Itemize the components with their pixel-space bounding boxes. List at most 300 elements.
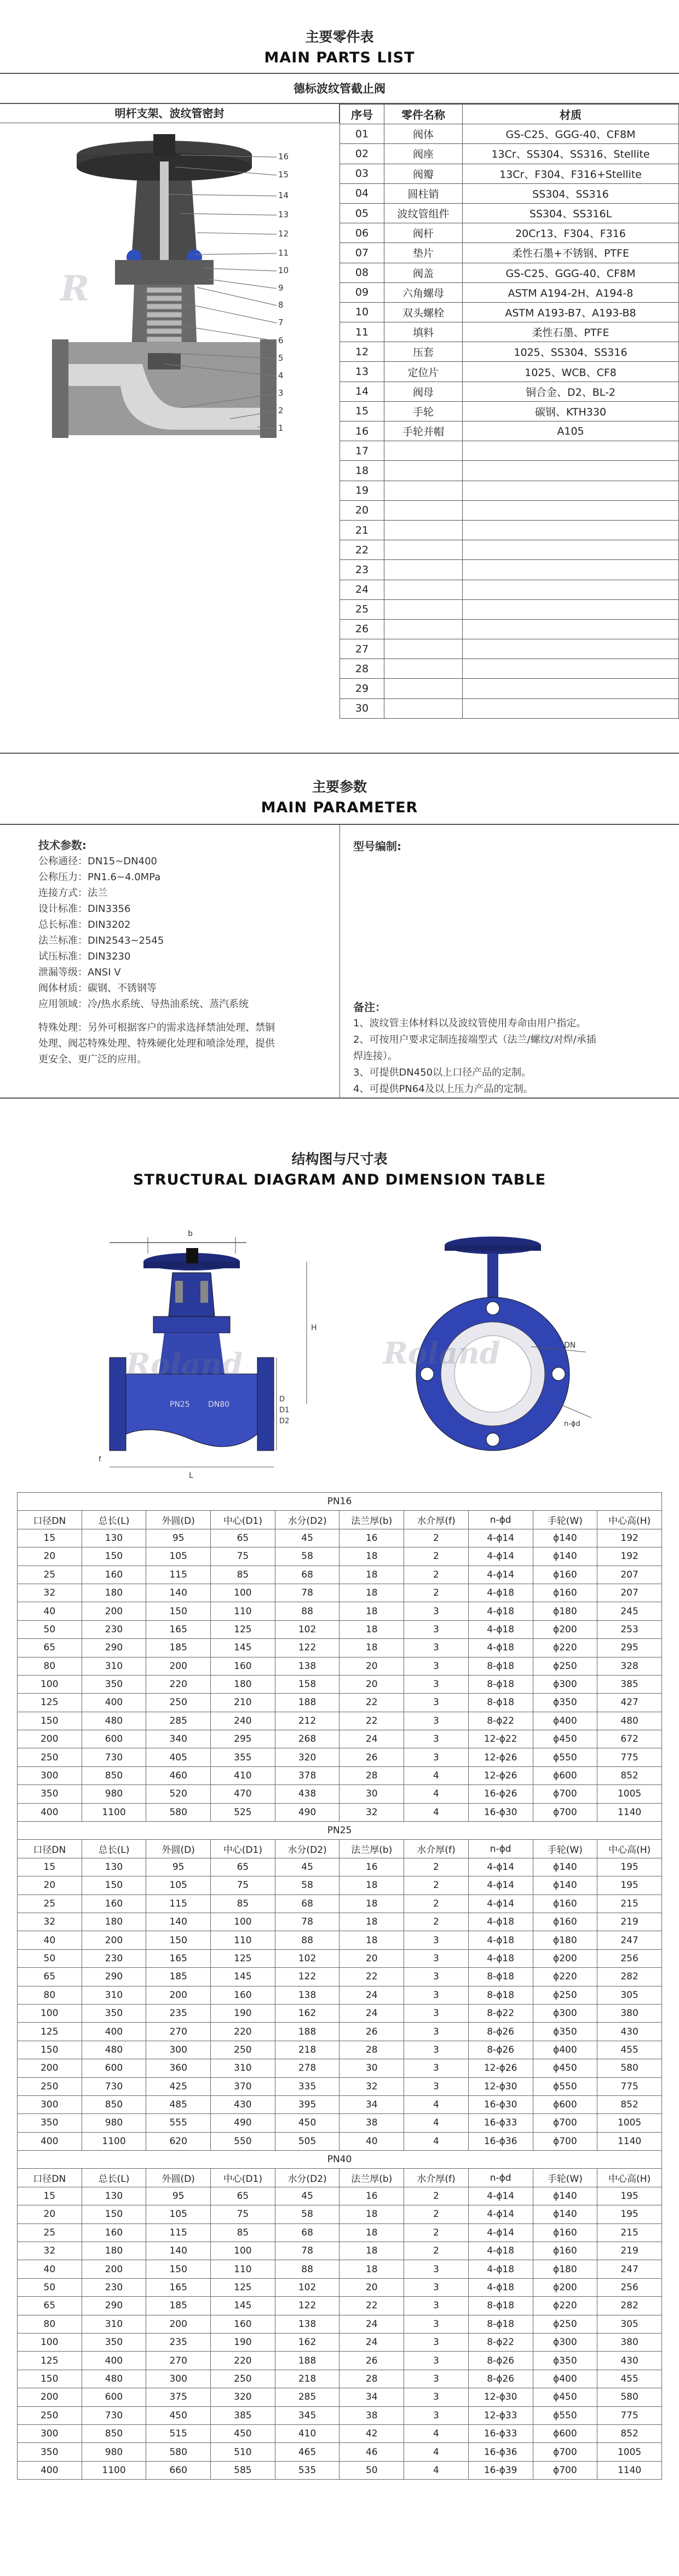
dim-cell: 190 — [211, 2333, 275, 2351]
dim-cell: 58 — [275, 1547, 340, 1566]
part-no: 12 — [340, 342, 384, 362]
dim-cell: 515 — [146, 2424, 211, 2442]
parts-row — [340, 698, 679, 718]
dim-cell: 3 — [404, 2370, 469, 2388]
dim-cell: 102 — [275, 1949, 340, 1967]
col-name-header: 零件名称 — [384, 105, 463, 124]
dim-cell: 480 — [82, 2041, 146, 2059]
dim-cell: 580 — [146, 1803, 211, 1821]
dim-cell: 26 — [340, 2023, 404, 2041]
dim-cell: 730 — [82, 2406, 146, 2424]
tech-line: 公称通径：DN15~DN400 — [38, 856, 157, 867]
dim-label: H — [311, 1324, 317, 1332]
dim-row — [18, 2461, 662, 2479]
dim-cell: 350 — [18, 1785, 82, 1803]
parts-section — [0, 0, 679, 766]
dim-cell: 20 — [18, 1876, 82, 1895]
part-material: 1025、SS304、SS316 — [463, 342, 679, 362]
parts-title-cn: 主要零件表 — [305, 29, 374, 45]
dim-cell: 105 — [146, 1876, 211, 1895]
dim-cell: 450 — [275, 2114, 340, 2132]
part-name: 阀母 — [384, 382, 463, 401]
dim-cell: 122 — [275, 1968, 340, 1986]
tech-params — [38, 838, 275, 1067]
part-no: 23 — [340, 560, 384, 580]
dim-cell: 345 — [275, 2406, 340, 2424]
dim-cell: 200 — [18, 1730, 82, 1748]
dim-cell: 335 — [275, 2077, 340, 2095]
dim-cell: 4-ϕ18 — [468, 2242, 533, 2260]
dim-cell: 580 — [597, 2059, 662, 2077]
part-name: 阀瓣 — [384, 164, 463, 183]
dim-cell: 145 — [211, 1639, 275, 1657]
dim-cell: ϕ700 — [533, 2461, 597, 2479]
dim-cell: 50 — [18, 1949, 82, 1967]
dim-cell: 219 — [597, 1913, 662, 1931]
dim-cell: 253 — [597, 1620, 662, 1638]
dim-cell: ϕ350 — [533, 2023, 597, 2041]
dim-cell: 4 — [404, 2132, 469, 2150]
dim-cell: ϕ350 — [533, 1694, 597, 1712]
callout-label: 7 — [278, 317, 284, 327]
dim-cell: 160 — [82, 1895, 146, 1913]
dim-cell: 30 — [340, 2059, 404, 2077]
dim-cell: 88 — [275, 1602, 340, 1620]
dim-cell: 4-ϕ14 — [468, 1895, 533, 1913]
dim-cell: 350 — [82, 2333, 146, 2351]
dim-cell: 400 — [18, 2132, 82, 2150]
dim-cell: 95 — [146, 1529, 211, 1547]
dim-cell: 45 — [275, 1858, 340, 1876]
col-material-header: 材质 — [463, 105, 679, 124]
dim-cell: 400 — [82, 2352, 146, 2370]
dim-cell: 215 — [597, 2223, 662, 2242]
dim-cell: 3 — [404, 2297, 469, 2315]
dim-cell: 125 — [18, 2352, 82, 2370]
dim-cell: 85 — [211, 1566, 275, 1584]
watermark-logo: R — [60, 268, 90, 309]
dim-row — [18, 1566, 662, 1584]
part-name: 六角螺母 — [384, 282, 463, 302]
dim-cell: ϕ450 — [533, 1730, 597, 1748]
dim-row — [18, 2004, 662, 2022]
part-name — [384, 520, 463, 540]
dim-cell: 26 — [340, 2352, 404, 2370]
part-material — [463, 560, 679, 580]
dim-header-cell: 总长(L) — [82, 2169, 146, 2187]
dim-cell: ϕ550 — [533, 1748, 597, 1766]
dim-row — [18, 1620, 662, 1638]
dim-cell: ϕ250 — [533, 1657, 597, 1675]
dim-cell: 20 — [18, 1547, 82, 1566]
dim-cell: 268 — [275, 1730, 340, 1748]
dim-cell: 32 — [340, 2077, 404, 2095]
dim-cell: 24 — [340, 1986, 404, 2004]
dim-cell: 2 — [404, 1876, 469, 1895]
part-name — [384, 580, 463, 599]
part-name: 阀体 — [384, 124, 463, 144]
part-no: 30 — [340, 698, 384, 718]
dim-row — [18, 1584, 662, 1602]
dim-cell: 310 — [82, 1657, 146, 1675]
dim-cell: 18 — [340, 1620, 404, 1638]
dim-header-cell: 外圆(D) — [146, 1511, 211, 1529]
dim-cell: 4 — [404, 1785, 469, 1803]
dim-cell: 8-ϕ26 — [468, 2041, 533, 2059]
dim-cell: ϕ140 — [533, 1547, 597, 1566]
dim-header-cell: 外圆(D) — [146, 1840, 211, 1858]
dim-cell: 4 — [404, 2095, 469, 2113]
notes — [353, 999, 596, 1098]
dim-cell: 4-ϕ14 — [468, 2187, 533, 2205]
dim-cell: 32 — [18, 2242, 82, 2260]
dim-header-cell: 手轮(W) — [533, 1840, 597, 1858]
dim-cell: ϕ220 — [533, 2297, 597, 2315]
dim-cell: 270 — [146, 2023, 211, 2041]
dim-cell: ϕ140 — [533, 1529, 597, 1547]
dim-cell: 40 — [18, 1931, 82, 1949]
dim-cell: 38 — [340, 2114, 404, 2132]
dim-cell: 16-ϕ33 — [468, 2424, 533, 2442]
dim-row — [18, 1785, 662, 1803]
part-name — [384, 659, 463, 679]
dim-cell: 20 — [340, 1949, 404, 1967]
dim-cell: 192 — [597, 1547, 662, 1566]
dim-row — [18, 1547, 662, 1566]
dim-header-cell: 中心(D1) — [211, 1511, 275, 1529]
dim-row — [18, 1858, 662, 1876]
dim-header-row — [18, 1840, 662, 1858]
dim-cell: 75 — [211, 1547, 275, 1566]
dim-row — [18, 2132, 662, 2150]
dim-cell: 18 — [340, 2205, 404, 2223]
parts-row — [340, 362, 679, 382]
dim-cell: 165 — [146, 2278, 211, 2296]
dim-cell: 4-ϕ18 — [468, 2260, 533, 2278]
dim-cell: ϕ160 — [533, 2223, 597, 2242]
dim-cell: 2 — [404, 1529, 469, 1547]
dim-cell: ϕ600 — [533, 1766, 597, 1784]
dim-cell: 4-ϕ18 — [468, 1602, 533, 1620]
dim-header-cell: 手轮(W) — [533, 1511, 597, 1529]
dim-cell: 450 — [146, 2406, 211, 2424]
parts-row — [340, 520, 679, 540]
dim-cell: 2 — [404, 2242, 469, 2260]
dim-cell: ϕ400 — [533, 2370, 597, 2388]
dim-cell: 555 — [146, 2114, 211, 2132]
dim-cell: 3 — [404, 1639, 469, 1657]
dim-row — [18, 2388, 662, 2406]
part-material: ASTM A193-B7、A193-B8 — [463, 302, 679, 322]
part-no: 28 — [340, 659, 384, 679]
dim-cell: 240 — [211, 1712, 275, 1730]
dim-cell: ϕ450 — [533, 2388, 597, 2406]
dim-header-cell: 口径DN — [18, 2169, 82, 2187]
parts-row — [340, 263, 679, 282]
dim-cell: 300 — [146, 2370, 211, 2388]
dim-cell: 8-ϕ18 — [468, 1986, 533, 2004]
dim-label: D — [279, 1395, 285, 1403]
dim-cell: 32 — [340, 1803, 404, 1821]
part-material — [463, 698, 679, 718]
dim-cell: 22 — [340, 1694, 404, 1712]
callout-label: 15 — [278, 170, 289, 180]
dim-row — [18, 2297, 662, 2315]
dim-cell: 130 — [82, 1858, 146, 1876]
dim-cell: 2 — [404, 1566, 469, 1584]
dim-cell: 185 — [146, 1968, 211, 1986]
dim-header-cell: 水介厚(f) — [404, 1511, 469, 1529]
dim-cell: 12-ϕ22 — [468, 1730, 533, 1748]
dim-cell: 16 — [340, 2187, 404, 2205]
notes-lines — [353, 1015, 596, 1098]
part-no: 29 — [340, 679, 384, 698]
part-material — [463, 481, 679, 500]
part-no: 09 — [340, 282, 384, 302]
parts-row — [340, 342, 679, 362]
dim-cell: 850 — [82, 2095, 146, 2113]
dim-cell: 245 — [597, 1602, 662, 1620]
parts-row — [340, 580, 679, 599]
dim-row — [18, 2205, 662, 2223]
dim-cell: 192 — [597, 1529, 662, 1547]
parts-row — [340, 500, 679, 520]
dim-row — [18, 2333, 662, 2351]
dim-cell: ϕ200 — [533, 1620, 597, 1638]
dim-cell: 775 — [597, 2406, 662, 2424]
dim-header-cell: 外圆(D) — [146, 2169, 211, 2187]
dim-header-cell: 法兰厚(b) — [340, 2169, 404, 2187]
dim-cell: 160 — [82, 1566, 146, 1584]
parts-row — [340, 223, 679, 243]
dim-cell: 3 — [404, 1712, 469, 1730]
dim-cell: 3 — [404, 2041, 469, 2059]
dim-cell: 65 — [18, 1968, 82, 1986]
dim-cell: 195 — [597, 2187, 662, 2205]
dim-cell: 3 — [404, 2260, 469, 2278]
divider — [0, 753, 679, 754]
part-no: 22 — [340, 540, 384, 560]
dim-cell: 3 — [404, 2004, 469, 2022]
dim-row — [18, 1949, 662, 1967]
part-name: 波纹管组件 — [384, 203, 463, 223]
dim-cell: 4 — [404, 2461, 469, 2479]
dim-cell: 278 — [275, 2059, 340, 2077]
part-no: 03 — [340, 164, 384, 183]
dim-cell: 180 — [82, 1913, 146, 1931]
dim-cell: 34 — [340, 2388, 404, 2406]
dim-cell: ϕ400 — [533, 1712, 597, 1730]
part-material — [463, 580, 679, 599]
callout-label: 10 — [278, 265, 289, 275]
dim-cell: 3 — [404, 1694, 469, 1712]
dim-cell: 115 — [146, 1566, 211, 1584]
parts-row — [340, 560, 679, 580]
dim-cell: 200 — [18, 2388, 82, 2406]
dim-cell: 378 — [275, 1766, 340, 1784]
dim-cell: 15 — [18, 2187, 82, 2205]
dim-cell: 18 — [340, 2223, 404, 2242]
part-material — [463, 659, 679, 679]
dim-cell: 4-ϕ18 — [468, 1639, 533, 1657]
dim-cell: 247 — [597, 2260, 662, 2278]
part-material: 13Cr、F304、F316+Stellite — [463, 164, 679, 183]
dim-cell: 150 — [146, 1931, 211, 1949]
dim-header-cell: 中心高(H) — [597, 2169, 662, 2187]
dim-cell: 105 — [146, 1547, 211, 1566]
part-material — [463, 500, 679, 520]
dim-cell: 180 — [82, 1584, 146, 1602]
dim-cell: 130 — [82, 1529, 146, 1547]
dim-cell: 8-ϕ18 — [468, 1675, 533, 1693]
dim-cell: ϕ550 — [533, 2077, 597, 2095]
dim-cell: 1140 — [597, 1803, 662, 1821]
dim-cell: 2 — [404, 1913, 469, 1931]
dim-cell: 42 — [340, 2424, 404, 2442]
dim-cell: 125 — [211, 1949, 275, 1967]
parts-row — [340, 461, 679, 481]
part-material: SS304、SS316L — [463, 203, 679, 223]
part-no: 02 — [340, 144, 384, 164]
dim-cell: 250 — [211, 2370, 275, 2388]
dim-cell: 405 — [146, 1748, 211, 1766]
dim-cell: ϕ250 — [533, 1986, 597, 2004]
dim-cell: 620 — [146, 2132, 211, 2150]
pressure-group-row — [18, 2151, 662, 2169]
dim-cell: 4 — [404, 2424, 469, 2442]
dim-cell: 350 — [82, 2004, 146, 2022]
parts-row — [340, 599, 679, 619]
dim-cell: 282 — [597, 1968, 662, 1986]
dim-cell: 235 — [146, 2333, 211, 2351]
dim-cell: 20 — [340, 2278, 404, 2296]
dim-cell: 310 — [82, 1986, 146, 2004]
dim-cell: 95 — [146, 1858, 211, 1876]
dim-cell: 140 — [146, 2242, 211, 2260]
dim-header-cell: 中心高(H) — [597, 1511, 662, 1529]
dim-cell: 3 — [404, 1931, 469, 1949]
dim-cell: 3 — [404, 1968, 469, 1986]
callout-label: 6 — [278, 336, 284, 345]
dim-cell: 100 — [18, 2004, 82, 2022]
dim-header-cell: 总长(L) — [82, 1840, 146, 1858]
dim-cell: 150 — [146, 1602, 211, 1620]
dim-row — [18, 2406, 662, 2424]
dim-header-cell: 口径DN — [18, 1511, 82, 1529]
dim-cell: ϕ700 — [533, 2443, 597, 2461]
dim-cell: 1140 — [597, 2132, 662, 2150]
dim-cell: 450 — [211, 2424, 275, 2442]
structure-title-cn: 结构图与尺寸表 — [291, 1151, 388, 1167]
dim-cell: 150 — [82, 1876, 146, 1895]
dim-cell: 8-ϕ22 — [468, 2333, 533, 2351]
dim-header-cell: 水分(D2) — [275, 1511, 340, 1529]
dim-cell: 122 — [275, 1639, 340, 1657]
dim-cell: 18 — [340, 1913, 404, 1931]
dim-cell: 24 — [340, 1730, 404, 1748]
dim-cell: 150 — [18, 2041, 82, 2059]
dim-cell: 2 — [404, 2223, 469, 2242]
note-line: 4、可提供PN64及以上压力产品的定制。 — [353, 1083, 533, 1095]
dim-cell: 115 — [146, 2223, 211, 2242]
dim-cell: 305 — [597, 2315, 662, 2333]
dim-header-row — [18, 2169, 662, 2187]
dim-row — [18, 2352, 662, 2370]
dim-cell: ϕ700 — [533, 1803, 597, 1821]
dim-cell: 380 — [597, 2004, 662, 2022]
dim-cell: 295 — [211, 1730, 275, 1748]
dim-cell: ϕ180 — [533, 2260, 597, 2278]
dim-cell: 18 — [340, 1895, 404, 1913]
parts-row — [340, 401, 679, 421]
dim-cell: 1100 — [82, 2461, 146, 2479]
tech-line: 连接方式：法兰 — [38, 887, 107, 899]
dim-cell: 430 — [597, 2352, 662, 2370]
part-name — [384, 481, 463, 500]
dim-cell: 8-ϕ22 — [468, 2004, 533, 2022]
dim-cell: 520 — [146, 1785, 211, 1803]
dim-cell: 102 — [275, 2278, 340, 2296]
dim-cell: 850 — [82, 2424, 146, 2442]
param-title-en: MAIN PARAMETER — [261, 799, 418, 816]
dim-cell: 25 — [18, 1895, 82, 1913]
dim-cell: 290 — [82, 1639, 146, 1657]
callout-label: 11 — [278, 248, 289, 258]
dim-cell: ϕ140 — [533, 2187, 597, 2205]
dim-cell: 400 — [18, 2461, 82, 2479]
dim-cell: 100 — [211, 1584, 275, 1602]
dim-cell: 360 — [146, 2059, 211, 2077]
dim-cell: 485 — [146, 2095, 211, 2113]
dim-cell: ϕ160 — [533, 1913, 597, 1931]
parts-row — [340, 302, 679, 322]
dim-cell: 350 — [18, 2114, 82, 2132]
dim-row — [18, 1694, 662, 1712]
dim-cell: 4-ϕ14 — [468, 2223, 533, 2242]
dim-row — [18, 2242, 662, 2260]
part-name — [384, 441, 463, 461]
parts-table — [340, 104, 679, 719]
dim-cell: ϕ700 — [533, 2114, 597, 2132]
dim-cell: ϕ300 — [533, 1675, 597, 1693]
part-no: 20 — [340, 500, 384, 520]
dim-cell: 852 — [597, 2424, 662, 2442]
dim-cell: 138 — [275, 1986, 340, 2004]
dim-header-cell: 总长(L) — [82, 1511, 146, 1529]
dim-cell: 600 — [82, 2388, 146, 2406]
note-line: 2、可按用户要求定制连接端型式（法兰/螺纹/对焊/承插 — [353, 1034, 596, 1046]
dim-cell: 40 — [340, 2132, 404, 2150]
parts-row — [340, 679, 679, 698]
dim-row — [18, 2041, 662, 2059]
part-material: 13Cr、SS304、SS316、Stellite — [463, 144, 679, 164]
part-no: 11 — [340, 322, 384, 342]
callout-label: 1 — [278, 423, 284, 433]
dim-cell: ϕ550 — [533, 2406, 597, 2424]
dim-cell: 16-ϕ39 — [468, 2461, 533, 2479]
dim-cell: 110 — [211, 2260, 275, 2278]
dim-cell: 480 — [82, 1712, 146, 1730]
dim-cell: 400 — [82, 2023, 146, 2041]
dim-header-cell: 中心高(H) — [597, 1840, 662, 1858]
dim-cell: 320 — [275, 1748, 340, 1766]
dim-header-cell: 水介厚(f) — [404, 1840, 469, 1858]
part-no: 07 — [340, 243, 384, 263]
dim-cell: 125 — [211, 1620, 275, 1638]
dim-cell: 218 — [275, 2041, 340, 2059]
part-no: 10 — [340, 302, 384, 322]
dimension-table — [17, 1492, 662, 2480]
